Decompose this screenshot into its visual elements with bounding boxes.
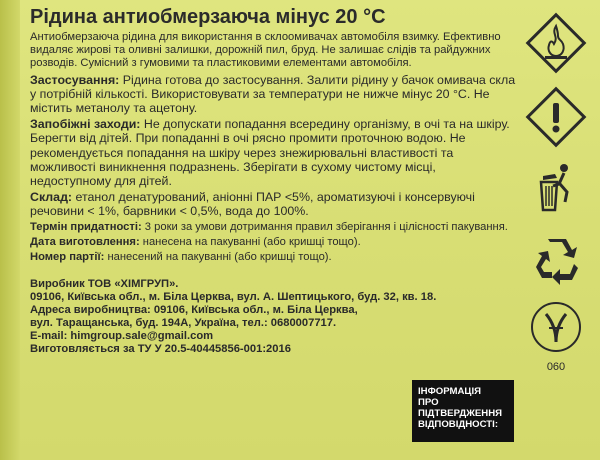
production-address-2: вул. Таращанська, буд. 194А, Україна, тел.: 0680007717. bbox=[30, 317, 337, 330]
shelf-life-section bbox=[30, 221, 518, 234]
info-line-2: ПРО bbox=[418, 397, 439, 408]
manufacturer-block bbox=[30, 278, 518, 356]
trash-bin-icon bbox=[531, 162, 581, 216]
pictogram-column bbox=[522, 12, 590, 376]
flammable-icon bbox=[525, 12, 587, 74]
manufacture-date-section bbox=[30, 236, 518, 249]
label-text-block bbox=[30, 6, 518, 356]
usage-label: Застосування: bbox=[30, 72, 120, 87]
manufacture-date-label: Дата виготовлення: bbox=[30, 235, 140, 248]
shelf-life-text: 3 роки за умови дотримання правил зберігання і цілісності пакування. bbox=[141, 220, 508, 233]
shelf-life-label: Термін придатності: bbox=[30, 220, 142, 233]
precautions-text: Не допускати попадання всередину організму, в очі та на шкіру. Берегти від дітей. При попаданні в очі рясно промити проточною водою. Не рекомендується попадання на шкіру через знежирювальні властивості та можливості виникнення подразнень. Зберігати в сухому чистому місці, недоступному для дітей. bbox=[30, 117, 510, 189]
usage-section bbox=[30, 73, 518, 116]
manufacturer-name: Виробник ТОВ «ХІМГРУП». bbox=[30, 278, 179, 291]
conformity-mark-icon bbox=[529, 300, 583, 376]
composition-section bbox=[30, 190, 518, 218]
exclamation-icon bbox=[525, 86, 587, 148]
product-description: Антиобмерзаюча рідина для використання в склоомивачах автомобіля взимку. Ефективно видаляє жирові та оливні залишки, дорожній пил, бруд. Не залишає слідів та райдужних розводів. Сумісний з гумовими та пластиковими елементами автомобіля. bbox=[30, 31, 501, 70]
bottle-edge bbox=[0, 0, 20, 460]
batch-text: нанесений на пакуванні (або кришці тощо). bbox=[104, 251, 332, 264]
info-line-3: ПІДТВЕРДЖЕННЯ bbox=[418, 408, 503, 419]
info-line-4: ВІДПОВІДНОСТІ: bbox=[418, 419, 499, 430]
manufacturer-address: 09106, Київська обл., м. Біла Церква, вул. А. Шептицького, буд. 32, кв. 18. bbox=[30, 291, 437, 304]
recycle-icon bbox=[530, 234, 582, 286]
technical-spec: Виготовляється за ТУ У 20.5-40445856-001:2016 bbox=[30, 343, 291, 356]
precautions-section bbox=[30, 117, 518, 188]
info-line-1: ІНФОРМАЦІЯ bbox=[418, 386, 482, 397]
batch-label: Номер партії: bbox=[30, 251, 105, 264]
composition-text: етанол денатурований, аніонні ПАР <5%, ароматизуючі і консервуючі речовини < 1%, барвники < 0,5%, вода до 100%. bbox=[30, 190, 475, 219]
conformity-info-box bbox=[412, 380, 514, 442]
product-title: Рідина антиобмерзаюча мінус 20 °С bbox=[30, 6, 386, 28]
manufacture-date-text: нанесена на пакуванні (або кришці тощо). bbox=[139, 235, 361, 248]
manufacturer-email: E-mail: himgroup.sale@gmail.com bbox=[30, 330, 214, 343]
production-address-1: Адреса виробництва: 09106, Київська обл., м. Біла Церква, bbox=[30, 304, 358, 317]
usage-text: Рідина готова до застосування. Залити рідину у бачок омивача скла у потрібній кількості. Використовувати за температури не нижче мінус 20 °С. Не містить метанолу та ацетону. bbox=[30, 72, 516, 116]
composition-label: Склад: bbox=[30, 190, 73, 205]
batch-section bbox=[30, 251, 518, 264]
precautions-label: Запобіжні заходи: bbox=[30, 117, 141, 132]
recycle-code: 060 bbox=[546, 361, 566, 373]
